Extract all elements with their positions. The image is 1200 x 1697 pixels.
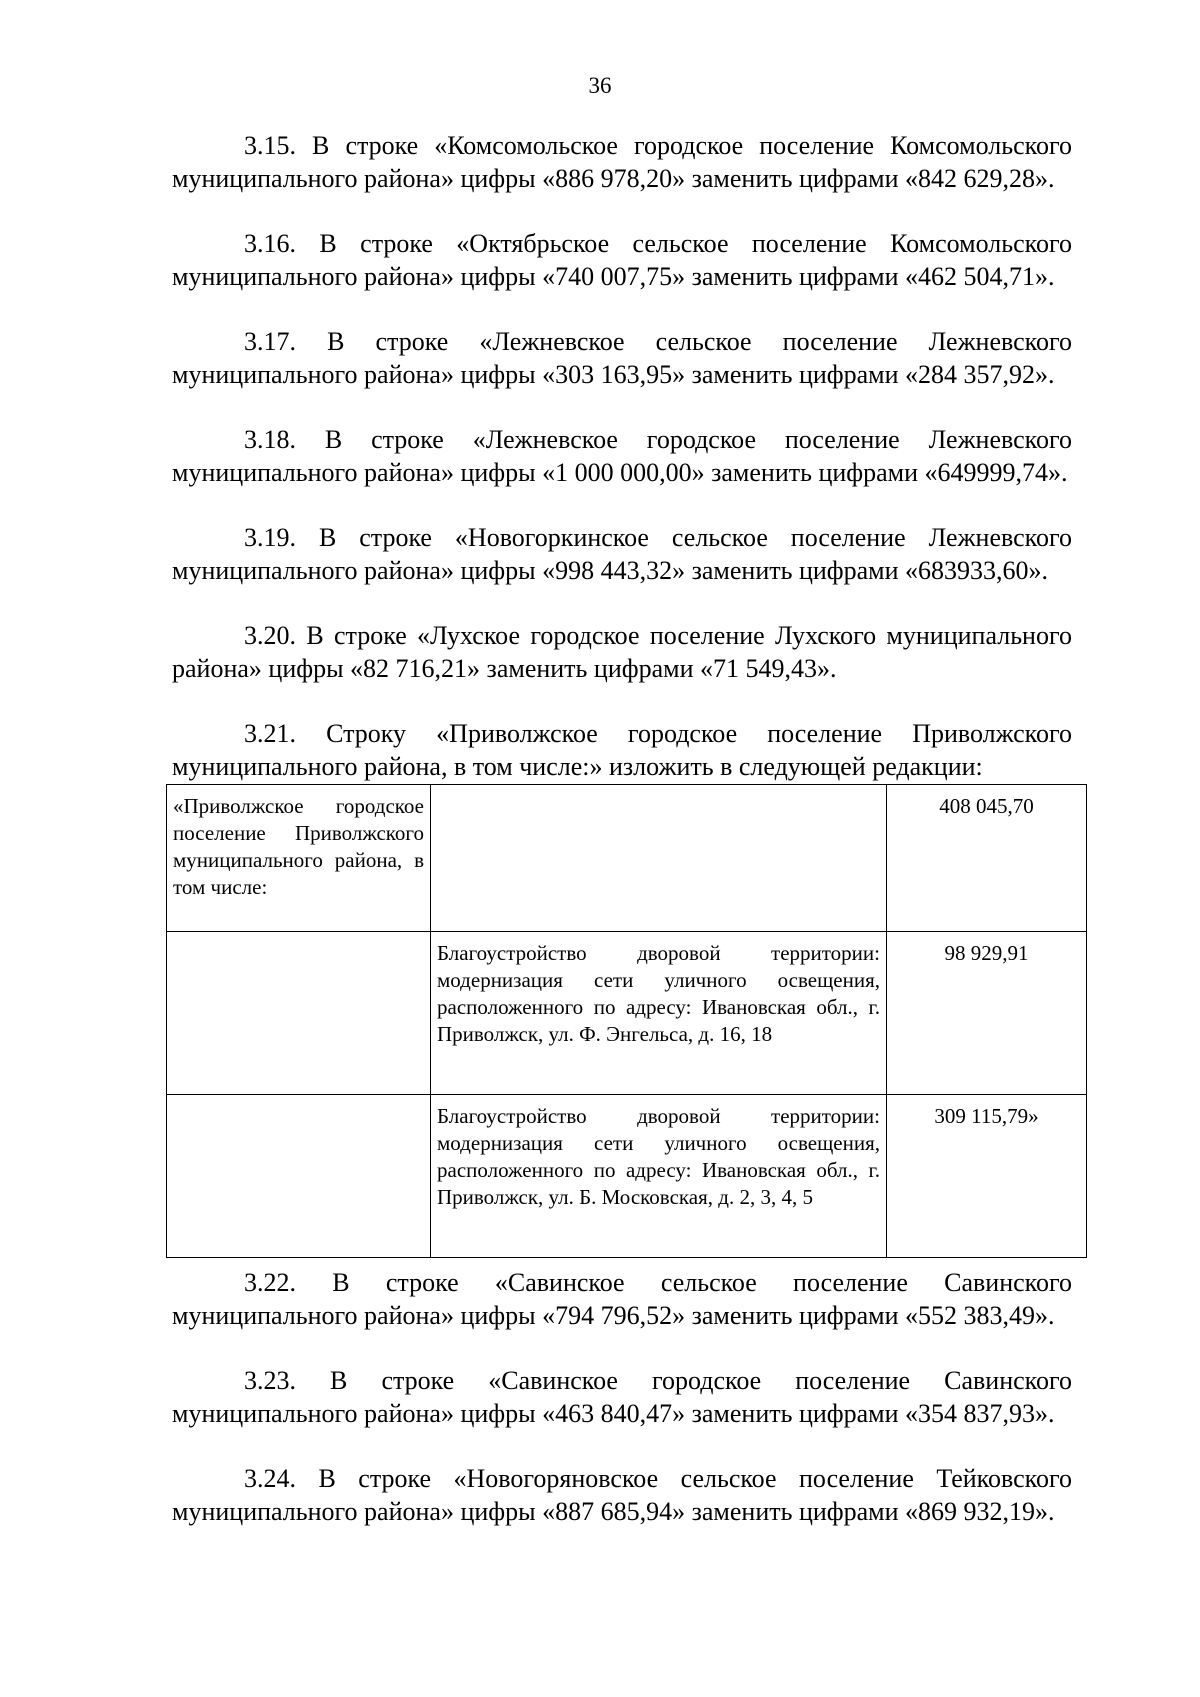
paragraph-3-20: 3.20. В строке «Лухское городское поселение Лухского муниципального района» цифры «82 716,21» заменить цифрами «71 549,43». (172, 621, 1072, 683)
table-row (167, 932, 1087, 1095)
description-cell: Благоустройство дворовой территории: модернизация сети уличного освещения, расположенного по адресу: Ивановская обл., г. Приволжск, ул. Ф. Энгельса, д. 16, 18 (431, 932, 887, 1095)
description-cell: Благоустройство дворовой территории: модернизация сети уличного освещения, расположенного по адресу: Ивановская обл., г. Приволжск, ул. Б. Московская, д. 2, 3, 4, 5 (431, 1095, 887, 1258)
settlement-name-cell (167, 1095, 431, 1258)
paragraph-3-21: 3.21. Строку «Приволжское городское поселение Приволжского муниципального района, в том числе:» изложить в следующей редакции: (172, 719, 1072, 781)
page-number: 36 (588, 73, 612, 98)
paragraph-3-18: 3.18. В строке «Лежневское городское поселение Лежневского муниципального района» цифры «1 000 000,00» заменить цифрами «649999,74». (172, 425, 1072, 487)
paragraph-3-23: 3.23. В строке «Савинское городское поселение Савинского муниципального района» цифры «463 840,47» заменить цифрами «354 837,93». (172, 1366, 1072, 1428)
paragraph-3-16: 3.16. В строке «Октябрьское сельское поселение Комсомольского муниципального района» цифры «740 007,75» заменить цифрами «462 504,71». (172, 229, 1072, 291)
settlement-name-cell (167, 932, 431, 1095)
paragraph-3-19: 3.19. В строке «Новогоркинское сельское поселение Лежневского муниципального района» цифры «998 443,32» заменить цифрами «683933,60». (172, 523, 1072, 585)
table-row (167, 1095, 1087, 1258)
paragraph-3-15: 3.15. В строке «Комсомольское городское поселение Комсомольского муниципального района» цифры «886 978,20» заменить цифрами «842 629,28». (172, 131, 1072, 193)
amount-cell: 98 929,91 (887, 932, 1087, 1095)
paragraph-3-24: 3.24. В строке «Новогоряновское сельское поселение Тейковского муниципального района» цифры «887 685,94» заменить цифрами «869 932,19». (172, 1464, 1072, 1526)
paragraph-3-17: 3.17. В строке «Лежневское сельское поселение Лежневского муниципального района» цифры «303 163,95» заменить цифрами «284 357,92». (172, 327, 1072, 389)
description-cell (431, 785, 887, 932)
amount-cell: 309 115,79» (887, 1095, 1087, 1258)
paragraph-3-22: 3.22. В строке «Савинское сельское поселение Савинского муниципального района» цифры «794 796,52» заменить цифрами «552 383,49». (172, 1268, 1072, 1330)
redaction-table (166, 784, 1087, 1258)
amount-cell: 408 045,70 (887, 785, 1087, 932)
settlement-name-cell: «Приволжское городское поселение Приволжского муниципального района, в том числе: (167, 785, 431, 932)
table-row (167, 785, 1087, 932)
